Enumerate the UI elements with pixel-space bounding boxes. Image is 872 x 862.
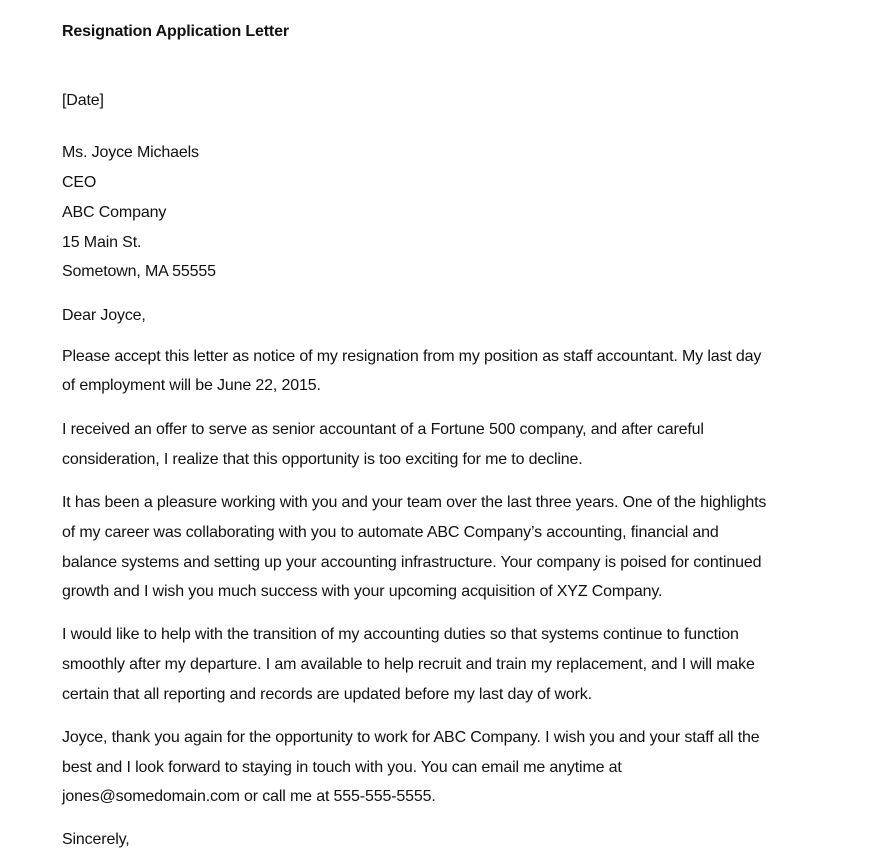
paragraph-line: consideration, I realize that this opportunity is too exciting for me to decline. [62,451,583,468]
paragraph-line: smoothly after my departure. I am available to help recruit and train my replacement, and I will make [62,656,755,673]
recipient-name: Ms. Joyce Michaels [62,144,199,161]
paragraph-line: best and I look forward to staying in touch with you. You can email me anytime at [62,759,622,776]
paragraph-line: of my career was collaborating with you to automate ABC Company’s accounting, financial and [62,524,719,541]
recipient-city-state-zip: Sometown, MA 55555 [62,263,216,280]
salutation: Dear Joyce, [62,307,146,324]
paragraph-line: I would like to help with the transition of my accounting duties so that systems continue to function [62,626,739,643]
paragraph-line: It has been a pleasure working with you and your team over the last three years. One of the highlights [62,494,767,511]
paragraph-line: Joyce, thank you again for the opportunity to work for ABC Company. I wish you and your staff all the [62,729,760,746]
paragraph-line: Please accept this letter as notice of my resignation from my position as staff accountant. My last day [62,348,762,365]
paragraph-line: certain that all reporting and records are updated before my last day of work. [62,686,592,703]
paragraph-line: growth and I wish you much success with your upcoming acquisition of XYZ Company. [62,583,663,600]
recipient-company: ABC Company [62,204,167,221]
date-placeholder: [Date] [62,92,104,109]
paragraph-line: I received an offer to serve as senior accountant of a Fortune 500 company, and after careful [62,421,704,438]
recipient-position: CEO [62,174,97,191]
paragraph-line: balance systems and setting up your accounting infrastructure. Your company is poised for continued [62,554,762,571]
paragraph-line: jones@somedomain.com or call me at 555-555-5555. [62,788,436,805]
document-title: Resignation Application Letter [62,23,289,40]
paragraph-line: of employment will be June 22, 2015. [62,377,321,394]
recipient-street: 15 Main St. [62,234,142,251]
closing: Sincerely, [62,831,130,848]
